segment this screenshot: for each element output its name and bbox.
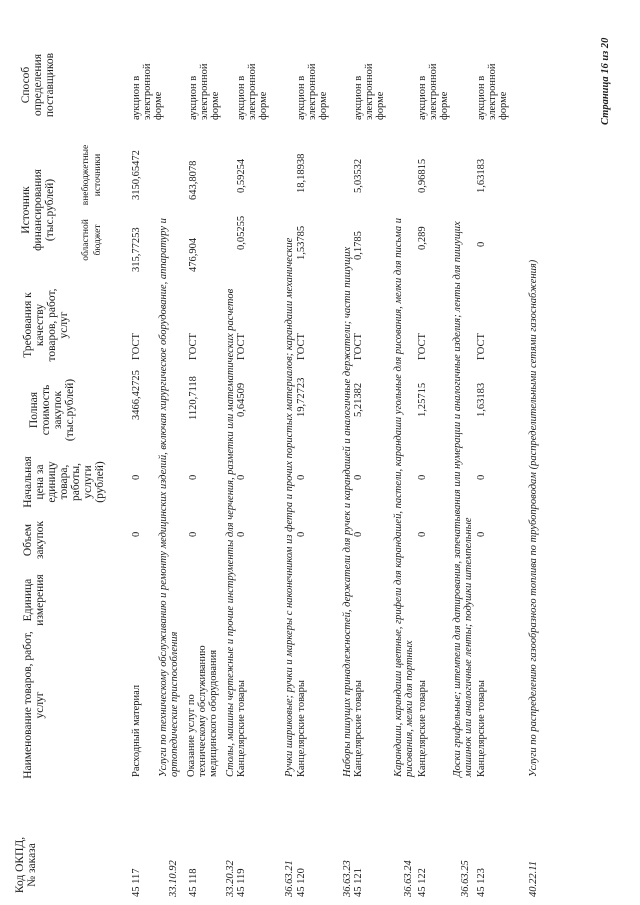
row-volume: 0	[476, 531, 487, 537]
header-unit-price: Начальная цена за единицу товара, работы, услуги (рублей)	[22, 456, 106, 508]
row-volume: 0	[417, 531, 428, 537]
section-code: 36.63.24	[403, 860, 414, 897]
section-title: Столы, машины чертежные и прочие инструменты для черчения, разметки или математических расчетов	[225, 288, 236, 777]
page-number: Страница 16 из 20	[600, 37, 611, 125]
row-quality: ГОСТ	[353, 333, 364, 360]
row-offbudget: 5,03532	[353, 158, 364, 193]
row-name: Оказание услуг по техническому обслуживанию медицинского оборудования	[186, 645, 219, 777]
row-regional: 0	[476, 241, 487, 247]
row-total: 1,25715	[417, 382, 428, 417]
row-total: 19,72723	[296, 377, 307, 417]
row-price: 0	[353, 474, 364, 480]
row-name: Канцелярские товары	[353, 680, 364, 777]
row-method: аукцион в электронной форме	[131, 63, 164, 120]
section-code: 33.20.32	[225, 860, 236, 897]
row-quality: ГОСТ	[131, 333, 142, 360]
section-title: Карандаши, карандаши цветные, грифели для карандашей, пастели, карандаши угольные для рисования, мелки для письма и рисования, мелки для портных	[393, 218, 415, 777]
row-regional: 0,05255	[236, 215, 247, 250]
row-total: 1120,7118	[188, 376, 199, 420]
section-title: Доски грифельные; штемпели для датирования, запечатывания или нумерации и аналогичные изделия; ленты для пишущих машинок или аналогичные ленты; подушки штемпельные	[452, 221, 474, 777]
row-regional: 315,77253	[131, 227, 142, 272]
row-code: 45 117	[131, 868, 142, 897]
section-code: 36.63.25	[460, 860, 471, 897]
row-volume: 0	[296, 531, 307, 537]
row-price: 0	[236, 474, 247, 480]
row-method: аукцион в электронной форме	[236, 63, 269, 120]
row-offbudget: 0,96815	[417, 158, 428, 193]
row-regional: 476,904	[188, 237, 199, 272]
row-offbudget: 0,59254	[236, 158, 247, 193]
row-total: 0,64509	[236, 382, 247, 417]
section-code: 36.63.21	[284, 860, 295, 897]
section-title: Ручки шариковые; ручки и маркеры с наконечником из фетра и прочих пористых материалов; карандаши механические	[284, 237, 295, 777]
row-offbudget: 1,63183	[476, 158, 487, 193]
row-price: 0	[188, 474, 199, 480]
row-price: 0	[476, 474, 487, 480]
row-volume: 0	[131, 531, 142, 537]
row-price: 0	[296, 474, 307, 480]
row-offbudget: 643,8078	[188, 160, 199, 200]
header-unit: Единица измерения	[22, 574, 46, 626]
section-code: 40.22.11	[528, 861, 539, 897]
row-quality: ГОСТ	[236, 333, 247, 360]
row-offbudget: 3150,65472	[131, 150, 142, 200]
section-code: 36.63.23	[342, 860, 353, 897]
row-method: аукцион в электронной форме	[296, 63, 329, 120]
row-quality: ГОСТ	[296, 333, 307, 360]
row-method: аукцион в электронной форме	[476, 63, 509, 120]
row-regional: 0,289	[417, 226, 428, 250]
row-method: аукцион в электронной форме	[417, 63, 450, 120]
header-name: Наименование товаров, работ, услуг	[22, 631, 46, 779]
row-name: Канцелярские товары	[296, 680, 307, 777]
row-volume: 0	[188, 531, 199, 537]
row-total: 3466,42725	[131, 370, 142, 420]
header-volume: Объем закупок	[22, 520, 46, 560]
row-regional: 0,1785	[353, 231, 364, 260]
row-code: 45 123	[476, 868, 487, 897]
row-quality: ГОСТ	[417, 333, 428, 360]
section-code: 33.10.92	[168, 860, 179, 897]
row-offbudget: 18,18938	[296, 153, 307, 193]
row-total: 1,63183	[476, 382, 487, 417]
header-code: Код ОКПД, № заказа	[14, 836, 38, 894]
header-funding: Источник финансирования (тыс.рублей)	[20, 169, 56, 251]
row-name: Канцелярские товары	[236, 680, 247, 777]
header-funding-offbudget: внебюджетные источники	[81, 144, 103, 206]
header-total-cost: Полная стоимость закупок (тыс.рублей)	[28, 378, 76, 442]
section-title: Услуги по распределению газообразного топлива по трубопроводам (распределительными сетями газоснабжения)	[528, 259, 539, 777]
row-method: аукцион в электронной форме	[353, 63, 386, 120]
row-quality: ГОСТ	[188, 333, 199, 360]
row-code: 45 122	[417, 868, 428, 897]
row-code: 45 118	[188, 868, 199, 897]
header-funding-regional: областной бюджет	[81, 219, 103, 261]
row-name: Канцелярские товары	[417, 680, 428, 777]
row-name: Канцелярские товары	[476, 680, 487, 777]
row-price: 0	[417, 474, 428, 480]
row-name: Расходный материал	[131, 684, 142, 777]
row-total: 5,21382	[353, 382, 364, 417]
row-code: 45 120	[296, 868, 307, 897]
row-method: аукцион в электронной форме	[188, 63, 221, 120]
section-title: Наборы пишущих принадлежностей, держатели для ручек и карандашей и аналогичные держатели; части пишущих	[342, 246, 353, 777]
row-volume: 0	[353, 531, 364, 537]
header-method: Способ определения поставщиков	[20, 52, 56, 118]
row-price: 0	[131, 474, 142, 480]
row-code: 45 119	[236, 868, 247, 897]
row-quality: ГОСТ	[476, 333, 487, 360]
row-code: 45 121	[353, 868, 364, 897]
section-title: Услуги по техническому обслуживанию и ремонту медицинских изделий, включая хирургическое оборудование, аппаратуру и ортопедические приспособления	[158, 218, 180, 777]
row-regional: 1,53785	[296, 225, 307, 260]
header-quality: Требования к качеству товаров, работ, услуг	[22, 288, 70, 362]
row-volume: 0	[236, 531, 247, 537]
